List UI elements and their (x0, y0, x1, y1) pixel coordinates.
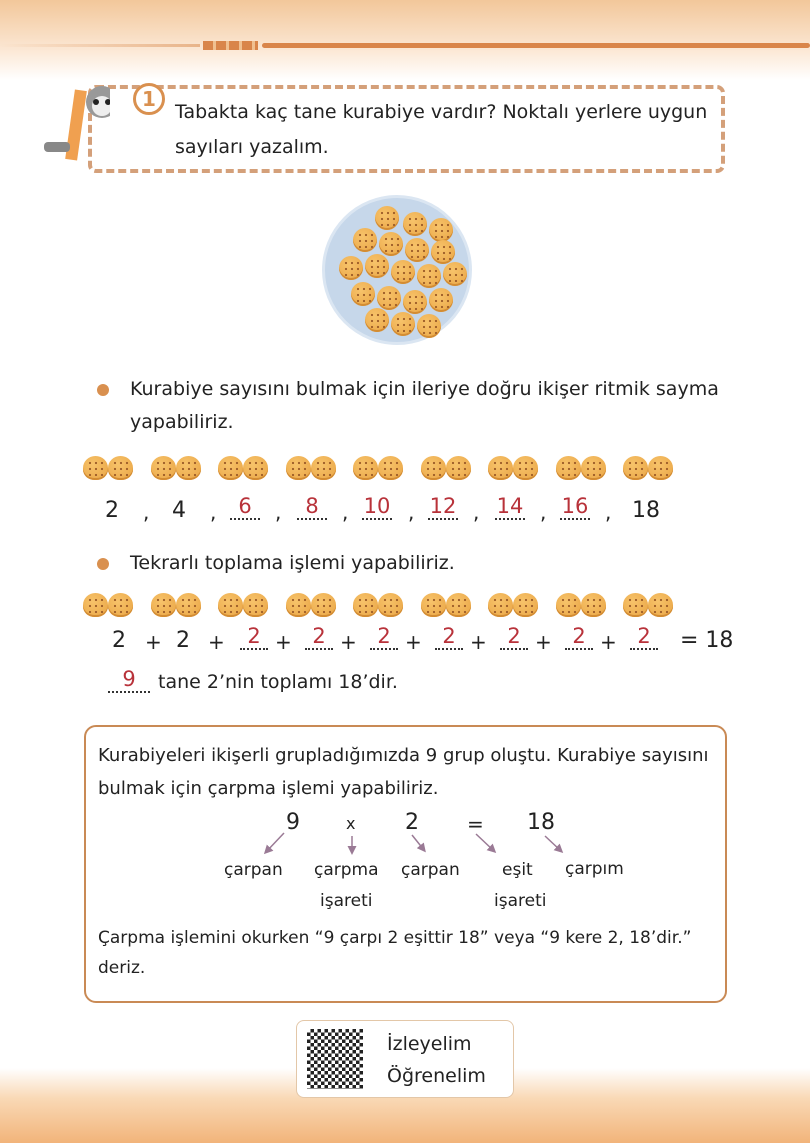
label-carpim: çarpım (565, 859, 624, 879)
cookie-icon (176, 593, 201, 617)
plus-sign: + (145, 630, 162, 654)
plus-sign: + (600, 630, 617, 654)
sum-count-blank[interactable]: 9 (108, 667, 150, 693)
comma: , (605, 500, 612, 524)
cookie-icon (403, 212, 427, 236)
cookie-icon (108, 593, 133, 617)
sum-answer-blank[interactable]: 2 (565, 624, 593, 650)
question-number: 1 (133, 83, 165, 115)
label-isareti: işareti (494, 891, 547, 911)
count-answer-blank[interactable]: 6 (230, 494, 260, 520)
cookie-icon (353, 456, 378, 480)
label-carpan: çarpan (401, 860, 460, 880)
cookie-icon (417, 264, 441, 288)
cookie-icon (83, 456, 108, 480)
cookie-icon (286, 593, 311, 617)
header-tag (203, 41, 258, 50)
cookie-icon (421, 593, 446, 617)
plate (322, 195, 472, 345)
eq-a: 9 (286, 810, 300, 835)
cookie-icon (339, 256, 363, 280)
count-answer-blank[interactable]: 16 (561, 494, 589, 518)
count-given: 2 (105, 498, 119, 523)
cookie-icon (623, 593, 648, 617)
plus-sign: + (208, 630, 225, 654)
cookie-icon (405, 238, 429, 262)
cookie-icon (286, 456, 311, 480)
question-text-line1: Tabakta kaç tane kurabiye vardır? Noktalı yerlere uygun (175, 101, 708, 123)
question-text-line2: sayıları yazalım. (175, 136, 329, 158)
cookie-icon (351, 282, 375, 306)
cookie-icon (83, 593, 108, 617)
qr-code-icon[interactable] (307, 1029, 363, 1089)
cookie-icon (375, 206, 399, 230)
cookie-icon (311, 456, 336, 480)
arrows (250, 830, 570, 860)
cookie-icon (365, 308, 389, 332)
sum-answer-blank[interactable]: 2 (370, 624, 398, 650)
cookie-icon (391, 260, 415, 284)
sum-answer-blank[interactable]: 2 (240, 624, 268, 650)
qr-line1: İzleyelim (387, 1033, 472, 1055)
label-carpan: çarpan (224, 860, 283, 880)
bullet1-line2: yapabiliriz. (130, 411, 234, 433)
cookie-icon (513, 456, 538, 480)
eq-eq: = (467, 812, 484, 836)
header-rule (262, 43, 810, 48)
comma: , (540, 500, 547, 524)
cookie-icon (377, 286, 401, 310)
comma: , (275, 500, 282, 524)
plus-sign: + (275, 630, 292, 654)
bullet-dot (97, 558, 109, 570)
count-given: 18 (632, 498, 660, 523)
cookie-icon (379, 232, 403, 256)
cookie-icon (353, 228, 377, 252)
cookie-icon (429, 288, 453, 312)
cookie-icon (353, 593, 378, 617)
count-answer-blank[interactable]: 10 (363, 494, 391, 518)
arrow (266, 833, 284, 852)
sum-given: 2 (112, 628, 126, 653)
cookie-icon (556, 593, 581, 617)
cookie-icon (243, 593, 268, 617)
header-rule-left (0, 44, 200, 47)
sum-answer-blank[interactable]: 2 (305, 624, 333, 650)
cookie-icon (443, 262, 467, 286)
cookie-icon (311, 593, 336, 617)
comma: , (210, 500, 217, 524)
qr-line2: Öğrenelim (387, 1065, 486, 1087)
cookie-icon (648, 593, 673, 617)
cookie-icon (378, 593, 403, 617)
eq-op: x (346, 814, 356, 833)
cookie-icon (218, 456, 243, 480)
sum-answer-blank[interactable]: 2 (435, 624, 463, 650)
sum-answer-blank[interactable]: 2 (630, 624, 658, 650)
qr-card[interactable] (296, 1020, 514, 1098)
cookie-icon (421, 456, 446, 480)
question-box (88, 85, 725, 173)
sum-sentence: tane 2’nin toplamı 18’dir. (158, 671, 398, 693)
cookie-icon (429, 218, 453, 242)
cookie-icon (403, 290, 427, 314)
comma: , (342, 500, 349, 524)
cookie-icon (431, 240, 455, 264)
cookie-icon (365, 254, 389, 278)
plus-sign: + (405, 630, 422, 654)
bullet2-text: Tekrarlı toplama işlemi yapabiliriz. (130, 552, 455, 574)
comma: , (408, 500, 415, 524)
label-isareti: işareti (320, 891, 373, 911)
count-answer-blank[interactable]: 14 (496, 494, 524, 518)
comma: , (143, 500, 150, 524)
cookie-icon (417, 314, 441, 338)
cookie-icon (513, 593, 538, 617)
cookie-icon (151, 456, 176, 480)
bullet-dot (97, 384, 109, 396)
eq-result: 18 (527, 810, 555, 835)
info-line4: deriz. (98, 958, 146, 978)
label-carpma: çarpma (314, 860, 379, 880)
cookie-icon (151, 593, 176, 617)
sum-answer-blank[interactable]: 2 (500, 624, 528, 650)
count-answer-blank[interactable]: 8 (297, 494, 327, 520)
raccoon-pencil-icon (40, 80, 110, 170)
comma: , (473, 500, 480, 524)
cookie-icon (488, 456, 513, 480)
sum-given: 2 (176, 628, 190, 653)
cookie-icon (488, 593, 513, 617)
cookie-icon (581, 593, 606, 617)
info-line3: Çarpma işlemini okurken “9 çarpı 2 eşittir 18” veya “9 kere 2, 18’dir.” (98, 928, 692, 948)
header-background (0, 0, 810, 80)
cookie-icon (623, 456, 648, 480)
cookie-icon (581, 456, 606, 480)
info-line2: bulmak için çarpma işlemi yapabiliriz. (98, 778, 439, 799)
cookie-icon (446, 456, 471, 480)
plus-sign: + (340, 630, 357, 654)
cookie-icon (391, 312, 415, 336)
count-answer-blank[interactable]: 12 (429, 494, 457, 518)
eq-b: 2 (405, 810, 419, 835)
cookie-icon (556, 456, 581, 480)
cookie-icon (378, 456, 403, 480)
cookie-icon (243, 456, 268, 480)
bullet1-line1: Kurabiye sayısını bulmak için ileriye doğru ikişer ritmik sayma (130, 378, 719, 400)
label-esit: eşit (502, 860, 533, 880)
sum-result: = 18 (680, 628, 734, 653)
cookie-icon (176, 456, 201, 480)
cookie-icon (648, 456, 673, 480)
cookie-icon (108, 456, 133, 480)
cookie-icon (218, 593, 243, 617)
count-given: 4 (172, 498, 186, 523)
plus-sign: + (535, 630, 552, 654)
plus-sign: + (470, 630, 487, 654)
info-line1: Kurabiyeleri ikişerli grupladığımızda 9 grup oluştu. Kurabiye sayısını (98, 745, 709, 766)
cookie-icon (446, 593, 471, 617)
